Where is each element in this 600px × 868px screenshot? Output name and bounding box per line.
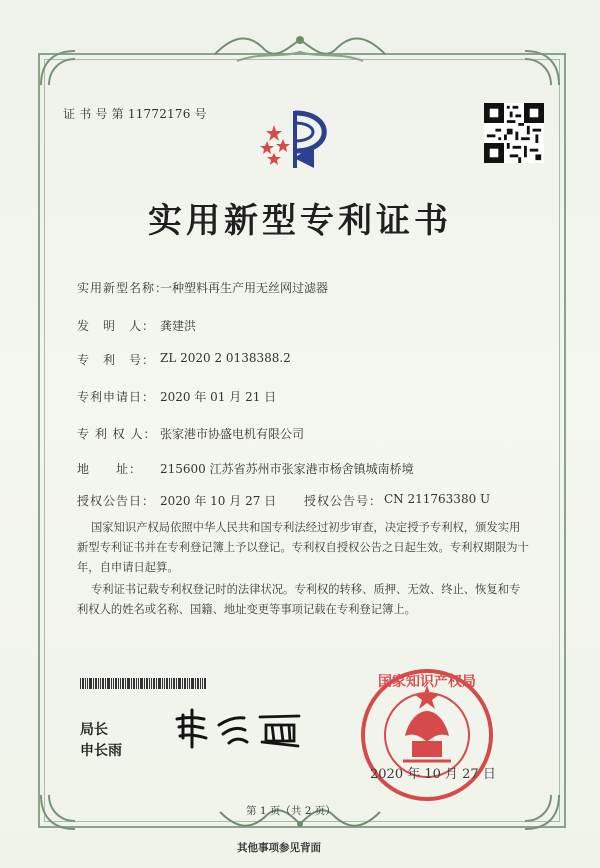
certificate-number: 证 书 号 第 11772176 号: [63, 107, 207, 121]
corner-ornament-top-right: [517, 45, 565, 93]
paragraph-5: 利权人的姓名或名称、国籍、地址变更等事项记载在专利登记簿上。: [77, 603, 416, 616]
patent-logo-icon: [252, 105, 347, 175]
utility-model-name-label: 实用新型名称：: [77, 281, 169, 295]
address-value: 215600 江苏省苏州市张家港市杨舍镇城南桥境: [160, 462, 414, 476]
inventor-label: 发 明 人：: [77, 319, 156, 333]
paragraph-1: 国家知识产权局依照中华人民共和国专利法经过初步审查，决定授予专利权，颁发实用: [91, 521, 521, 534]
application-date-label: 专利申请日：: [77, 390, 156, 404]
corner-ornament-bottom-left: [35, 787, 83, 835]
announcement-number-value: CN 211763380 U: [384, 492, 491, 506]
announcement-date-label: 授权公告日：: [77, 494, 156, 508]
seal-text: 国家知识产权局: [378, 674, 476, 690]
signature-image: [173, 707, 301, 752]
application-date-value: 2020 年 01 月 21 日: [160, 390, 277, 404]
seal-date: 2020 年 10 月 27 日: [370, 767, 496, 782]
corner-ornament-bottom-right: [517, 787, 565, 835]
patent-number-label: 专 利 号：: [77, 353, 156, 367]
paragraph-2: 新型专利证书并在专利登记簿上予以登记。专利权自授权公告之日起生效。专利权期限为十: [77, 541, 529, 554]
announcement-date-value: 2020 年 10 月 27 日: [160, 494, 277, 508]
patent-number-value: ZL 2020 2 0138388.2: [160, 351, 291, 365]
inventor-value: 龚建洪: [160, 319, 197, 333]
page-title: 实用新型专利证书: [148, 201, 452, 241]
paragraph-3: 年，自申请日起算。: [77, 561, 179, 574]
patentee-label: 专 利 权 人：: [77, 427, 157, 441]
corner-ornament-top-left: [35, 45, 83, 93]
barcode: [80, 678, 263, 689]
director-title: 局长: [80, 722, 108, 738]
national-emblem-seal-icon: [355, 663, 499, 807]
patentee-value: 张家港市协盛电机有限公司: [160, 427, 305, 441]
qr-code-icon: [484, 103, 544, 163]
top-ornament: [205, 30, 395, 72]
page-indicator: 第 1 页（共 2 页）: [246, 805, 336, 817]
announcement-number-label: 授权公告号：: [304, 494, 383, 508]
footer-note: 其他事项参见背面: [237, 842, 321, 854]
utility-model-name-value: 一种塑料再生产用无丝网过滤器: [160, 281, 329, 295]
address-label: 地 址：: [77, 462, 143, 476]
director-name: 申长雨: [80, 743, 122, 759]
paragraph-4: 专利证书记载专利权登记时的法律状况。专利权的转移、质押、无效、终止、恢复和专: [91, 583, 521, 596]
